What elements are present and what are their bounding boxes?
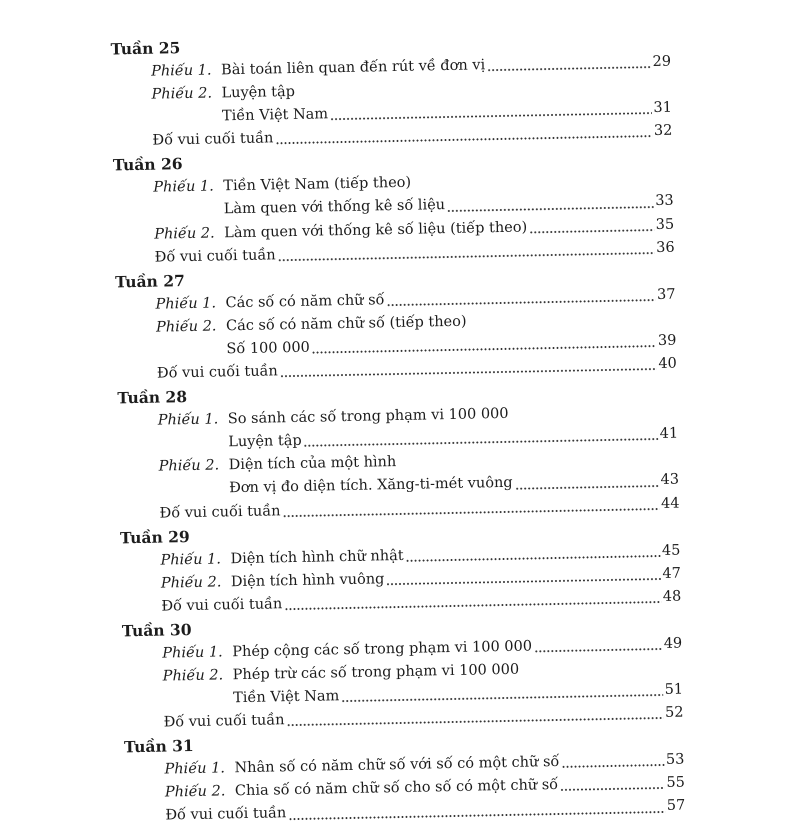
- entry-title: Phép cộng các số trong phạm vi 100 000: [232, 638, 533, 661]
- week-heading: Tuần 25: [110, 38, 181, 59]
- dot-leader: [487, 59, 651, 72]
- page-number: 40: [658, 355, 677, 373]
- dot-leader: [275, 128, 652, 145]
- page-number: 37: [656, 286, 676, 303]
- dot-leader: [561, 757, 664, 769]
- page-number: 32: [653, 122, 673, 140]
- page-number: 41: [659, 425, 679, 443]
- entry-title: Luyện tập: [221, 84, 296, 102]
- entry-title: Tiền Việt Nam: [221, 106, 329, 125]
- page-number: 36: [655, 239, 675, 256]
- table-of-contents: [110, 27, 685, 829]
- entry-title: Các số có năm chữ số: [225, 291, 385, 312]
- dot-leader: [529, 222, 654, 234]
- worksheet-label: Phiếu 2.: [164, 783, 226, 801]
- week-section: [113, 143, 675, 270]
- page-number: 49: [663, 635, 683, 652]
- dot-leader: [278, 245, 655, 262]
- dot-leader: [447, 199, 653, 213]
- page-number: 39: [657, 332, 677, 349]
- page-number: 45: [661, 542, 681, 559]
- dot-leader: [386, 571, 660, 586]
- page-number: 31: [653, 99, 673, 117]
- week-heading: Tuần 31: [123, 736, 194, 757]
- worksheet-label: Phiếu 1.: [162, 644, 223, 662]
- entry-title: Luyện tập: [228, 433, 302, 451]
- week-section: [110, 27, 672, 154]
- page-number: 55: [666, 774, 686, 792]
- entry-title: Đố vui cuối tuần: [152, 130, 274, 149]
- page-number: 29: [652, 53, 672, 71]
- dot-leader: [386, 292, 655, 307]
- entry-title: Đố vui cuối tuần: [159, 502, 281, 522]
- entry-title: Làm quen với thống kê số liệu (tiếp theo): [224, 219, 528, 241]
- week-section: [115, 259, 677, 386]
- worksheet-label: Phiếu 1.: [157, 411, 219, 429]
- dot-leader: [282, 501, 659, 518]
- dot-leader: [515, 478, 659, 491]
- entry-title: Đố vui cuối tuần: [163, 712, 285, 731]
- worksheet-label: Phiếu 2.: [162, 667, 224, 685]
- entry-title: Bài toán liên quan đến rút về đơn vị: [220, 57, 486, 79]
- worksheet-label: Phiếu 2.: [155, 318, 217, 336]
- page-number: 43: [660, 472, 680, 489]
- dot-leader: [286, 710, 663, 727]
- worksheet-label: Phiếu 1.: [160, 551, 222, 569]
- worksheet-label: Phiếu 1.: [164, 760, 226, 778]
- week-heading: Tuần 30: [121, 619, 192, 641]
- dot-leader: [312, 338, 656, 355]
- entry-title: Đố vui cuối tuần: [154, 246, 276, 266]
- entry-title: Diện tích của một hình: [228, 454, 397, 474]
- worksheet-label: Phiếu 1.: [155, 295, 217, 313]
- entry-title: Diện tích hình vuông: [230, 570, 385, 590]
- dot-leader: [406, 548, 661, 563]
- entry-title: Làm quen với thống kê số liệu: [223, 197, 446, 218]
- worksheet-label: Phiếu 1.: [150, 62, 212, 80]
- week-heading: Tuần 29: [119, 526, 190, 547]
- page-number: 47: [662, 565, 681, 582]
- page-number: 33: [655, 193, 674, 210]
- entry-title: Đố vui cuối tuần: [165, 805, 287, 824]
- worksheet-label: Phiếu 2.: [151, 85, 213, 103]
- page-number: 35: [655, 216, 675, 233]
- week-section: [124, 725, 686, 829]
- entry-title: So sánh các số trong phạm vi 100 000: [227, 406, 509, 428]
- page-number: 57: [666, 797, 686, 815]
- entry-title: Nhân số có năm chữ số với số có một chữ số: [234, 754, 560, 777]
- week-section: [120, 515, 682, 619]
- entry-title: Tiền Việt Nam: [233, 688, 340, 707]
- entry-title: Đơn vị đo diện tích. Xăng-ti-mét vuông: [228, 475, 513, 497]
- dot-leader: [534, 641, 662, 653]
- dot-leader: [284, 594, 661, 611]
- entry-title: Phép trừ các số trong phạm vi 100 000: [232, 661, 520, 684]
- week-section: [122, 608, 684, 735]
- week-heading: Tuần 26: [112, 154, 183, 175]
- entry-title: Các số có năm chữ số (tiếp theo): [225, 313, 467, 335]
- dot-leader: [560, 780, 665, 792]
- dot-leader: [341, 687, 663, 703]
- dot-leader: [304, 431, 658, 448]
- dot-leader: [330, 105, 652, 121]
- entry-title: Số 100 000: [226, 339, 310, 358]
- page-number: 52: [664, 704, 684, 722]
- week-section: [117, 376, 680, 526]
- worksheet-label: Phiếu 1.: [153, 178, 214, 197]
- entry-title: Đố vui cuối tuần: [156, 363, 278, 382]
- dot-leader: [288, 803, 665, 820]
- page-number: 51: [664, 681, 684, 698]
- entry-title: Diện tích hình chữ nhật: [230, 547, 404, 567]
- page-number: 44: [660, 495, 680, 512]
- worksheet-label: Phiếu 2.: [160, 574, 222, 592]
- worksheet-label: Phiếu 2.: [154, 225, 215, 243]
- dot-leader: [280, 361, 657, 378]
- entry-title: Chia số có năm chữ số cho số có một chữ số: [234, 777, 559, 800]
- entry-title: Đố vui cuối tuần: [161, 596, 283, 615]
- week-heading: Tuần 28: [117, 387, 188, 408]
- worksheet-label: Phiếu 2.: [158, 457, 220, 475]
- page-number: 53: [665, 751, 685, 769]
- entry-title: Tiền Việt Nam (tiếp theo): [223, 175, 412, 195]
- page-number: 48: [662, 588, 682, 605]
- week-heading: Tuần 27: [114, 270, 185, 292]
